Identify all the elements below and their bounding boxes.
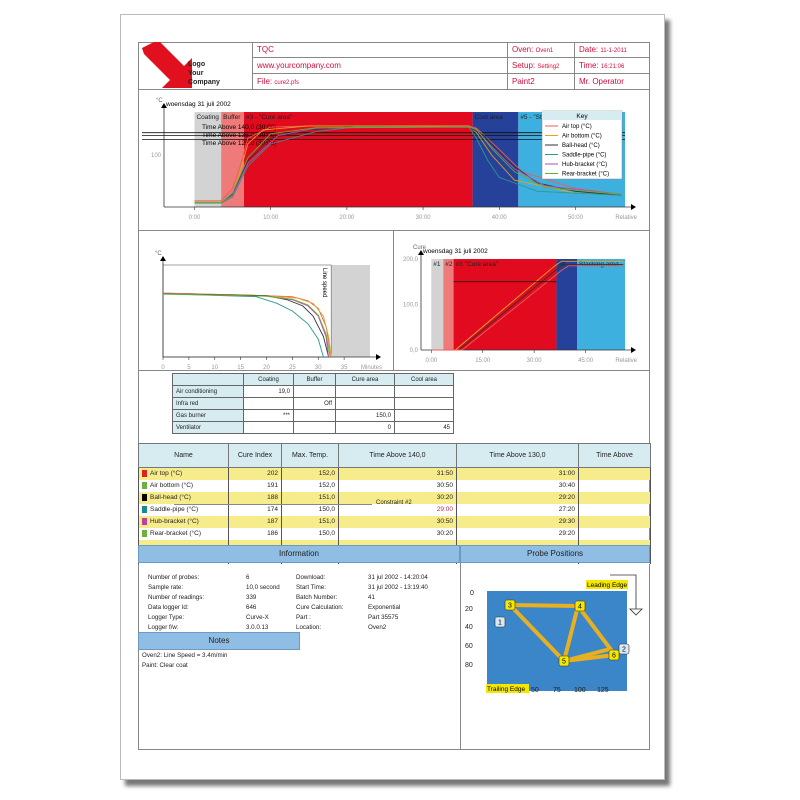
controls-cell: [294, 422, 336, 434]
x-axis-arrow-icon: [631, 204, 636, 210]
x-tick-label: 40:00: [491, 215, 507, 221]
table-cell: 31:50: [339, 468, 457, 480]
info-value: Oven2: [368, 624, 387, 631]
info-label: Sample rate:: [148, 584, 184, 591]
setup-cell: Setup: Setting2: [508, 58, 575, 74]
table-row[interactable]: [139, 468, 651, 480]
controls-cell: Gas burner: [173, 410, 244, 422]
date-cell: Date: 11-1-2011: [575, 42, 650, 58]
probe-name: [139, 492, 229, 504]
table-cell: 174: [229, 504, 282, 516]
zone-band: [556, 259, 577, 350]
zone-label: #4: [558, 261, 566, 268]
leading-edge-label: Leading Edge: [587, 582, 628, 589]
info-value: 3.0.0.13: [246, 624, 269, 631]
info-value: Exponential: [368, 604, 401, 611]
probe-label: 4: [578, 603, 582, 611]
zone-label: Stacking area: [579, 261, 619, 268]
x-axis-label: Relative: [615, 215, 637, 221]
legend-entry: Rear-bracket (°C): [562, 171, 610, 178]
information-left: [148, 573, 288, 635]
info-value: 41: [368, 594, 375, 601]
probe-name: [139, 468, 229, 480]
controls-cell: Cool area: [395, 374, 454, 386]
probe-name-text: Air bottom (°C): [150, 482, 194, 490]
x-tick-label: 20: [263, 365, 270, 370]
table-cell: 30:20: [339, 492, 457, 504]
oven-controls-table: [172, 373, 454, 434]
information-header: Information: [138, 545, 460, 563]
probe-name: [139, 504, 229, 516]
y-axis-label: Cure: [413, 245, 427, 251]
column-header: Time Above: [579, 444, 651, 468]
operator-cell: Mr. Operator: [575, 74, 650, 90]
table-cell: [579, 528, 651, 540]
probe-name: [139, 528, 229, 540]
info-label: Number of probes:: [148, 574, 200, 581]
controls-cell: [395, 386, 454, 398]
table-cell: 188: [229, 492, 282, 504]
y-tick-label: 0,0: [409, 348, 418, 354]
controls-cell: [336, 386, 395, 398]
paint-cell: Paint2: [508, 74, 575, 90]
controls-cell: Air conditioning: [173, 386, 244, 398]
zone-label: #5 - "St: [520, 114, 542, 121]
probe-positions-header: Probe Positions: [460, 545, 650, 563]
chart-legend: [542, 111, 622, 179]
x-tick-label: 20:00: [339, 215, 355, 221]
table-cell: 30:40: [457, 480, 579, 492]
table-cell: 29:30: [457, 516, 579, 528]
legend-entry: Air bottom (°C): [562, 133, 602, 140]
y-tick: 80: [465, 662, 473, 669]
report-title: TQC: [253, 42, 508, 58]
y-tick: 20: [465, 606, 473, 613]
controls-cell: Cure area: [336, 374, 395, 386]
table-cell: 29:20: [457, 492, 579, 504]
column-header: Max. Temp.: [282, 444, 339, 468]
probe-name-text: Air top (°C): [150, 470, 183, 478]
y-tick: 40: [465, 624, 473, 631]
controls-cell: [244, 398, 294, 410]
x-tick-label: 0: [161, 365, 165, 370]
controls-cell: Infra red: [173, 398, 244, 410]
color-swatch: [142, 470, 147, 477]
info-value: 10,0 second: [246, 584, 280, 591]
table-cell: 29:00: [339, 504, 457, 516]
info-label: Location:: [296, 624, 322, 631]
controls-cell: [294, 386, 336, 398]
controls-cell: ***: [244, 410, 294, 422]
controls-cell: 19,0: [244, 386, 294, 398]
controls-cell: [336, 398, 395, 410]
x-axis-label: Minutes: [360, 365, 382, 370]
info-label: Part :: [296, 614, 311, 621]
probe-label: 5: [562, 658, 566, 666]
x-tick-label: 45:00: [578, 358, 594, 364]
file-cell: File: cure2.pfs: [253, 74, 508, 90]
table-cell: 152,0: [282, 468, 339, 480]
company-url[interactable]: www.yourcompany.com: [253, 58, 508, 74]
x-tick: 100: [574, 687, 586, 694]
info-label: Download:: [296, 574, 326, 581]
zone-label: #2: [445, 261, 453, 268]
probe-name-text: Ball-head (°C): [150, 494, 191, 502]
table-cell: 150,0: [282, 528, 339, 540]
x-tick-label: 50:00: [567, 215, 583, 221]
table-cell: 31:00: [457, 468, 579, 480]
table-cell: 187: [229, 516, 282, 528]
table-cell: 27:20: [457, 504, 579, 516]
table-cell: 191: [229, 480, 282, 492]
legend-entry: Ball-head (°C): [562, 143, 600, 149]
table-cell: 30:50: [339, 516, 457, 528]
controls-cell: Ventilator: [173, 422, 244, 434]
zone-label: #3 - "Cure area": [246, 114, 293, 121]
zone-label: Buffer: [223, 114, 241, 121]
probe-label: 3: [508, 602, 512, 610]
notes-header: Notes: [138, 632, 300, 650]
table-row[interactable]: [139, 528, 651, 540]
cure-chart: [393, 230, 650, 370]
column-header: Cure Index: [229, 444, 282, 468]
info-label: Number of readings:: [148, 594, 205, 601]
probe-name: [139, 480, 229, 492]
color-swatch: [142, 482, 147, 489]
idle-region: [331, 265, 370, 357]
series-line: [163, 294, 330, 357]
x-tick-label: 35: [340, 365, 348, 370]
oven-cell: Oven: Oven1: [508, 42, 575, 58]
y-tick: 60: [465, 643, 473, 650]
probe-name: [139, 516, 229, 528]
zone-band: [443, 259, 453, 350]
probe-name-text: Hub-bracket (°C): [150, 518, 199, 526]
x-axis-arrow-icon: [631, 347, 636, 353]
constraint-line: [174, 504, 372, 505]
line-speed-label: Line speed: [321, 268, 328, 298]
controls-cell: Off: [294, 398, 336, 410]
controls-cell: [244, 422, 294, 434]
zone-label: #1: [433, 261, 441, 268]
zone-label: Cool area: [474, 114, 503, 121]
zone-band: [577, 259, 625, 350]
logo-cell: [138, 42, 253, 90]
table-cell: 152,0: [282, 480, 339, 492]
threshold-label: Time Above 140,0 (30:00): [202, 124, 277, 131]
constraint-label: Constraint #2: [376, 500, 412, 506]
x-tick-label: 10:00: [263, 215, 279, 221]
x-tick-label: 30:00: [415, 215, 431, 221]
controls-cell: 45: [395, 422, 454, 434]
x-axis-arrow-icon: [376, 354, 381, 360]
legend-entry: Hub-bracket (°C): [562, 162, 608, 168]
x-tick-label: 30:00: [526, 358, 542, 364]
x-tick-label: 5: [187, 365, 191, 370]
x-tick-label: 25: [289, 365, 296, 370]
info-label: Logger f/w:: [148, 624, 179, 631]
info-value: Curve-X: [246, 614, 269, 621]
y-tick-label: 200,0: [402, 257, 418, 263]
controls-row: [173, 386, 454, 398]
controls-row: [173, 410, 454, 422]
table-cell: 151,0: [282, 492, 339, 504]
legend-entry: Saddle-pipe (°C): [562, 152, 607, 159]
info-label: Logger Type:: [148, 614, 185, 621]
controls-row: [173, 398, 454, 410]
table-cell: [579, 504, 651, 516]
table-cell: 30:20: [339, 528, 457, 540]
color-swatch: [142, 518, 147, 525]
table-row[interactable]: [139, 516, 651, 528]
probe-name-text: Rear-bracket (°C): [150, 530, 201, 538]
x-tick-label: 15: [237, 365, 244, 370]
line-speed-chart: [138, 230, 393, 370]
info-label: Start Time:: [296, 584, 326, 591]
controls-cell: Buffer: [294, 374, 336, 386]
company-logo-text: Logo Your Company: [188, 61, 220, 86]
temperature-profile-chart: [138, 90, 650, 230]
y-tick: 0: [470, 590, 474, 597]
info-value: 339: [246, 594, 257, 601]
x-axis-label: Relative: [615, 358, 637, 364]
y-tick-label: 100,0: [402, 302, 418, 309]
time-cell: Time: 16:21:06: [575, 58, 650, 74]
table-cell: 150,0: [282, 504, 339, 516]
table-cell: [579, 468, 651, 480]
controls-row: [173, 422, 454, 434]
controls-cell: [294, 410, 336, 422]
information-right: [296, 573, 456, 635]
info-value: 646: [246, 604, 257, 611]
speed-frame: [163, 265, 331, 357]
controls-cell: [395, 398, 454, 410]
info-value: 31 jul 2002 - 13:19:40: [368, 584, 428, 591]
column-header: Name: [139, 444, 229, 468]
trailing-edge-label: Trailing Edge: [487, 686, 526, 693]
y-tick-label: 100: [150, 153, 161, 160]
table-cell: 151,0: [282, 516, 339, 528]
x-tick-label: 30: [314, 365, 322, 370]
table-cell: [579, 492, 651, 504]
x-tick-label: 0:00: [188, 215, 201, 221]
series-line: [163, 293, 331, 357]
notes-body: Oven2: Line Speed = 3.4m/min Paint: Clear coat: [142, 652, 228, 669]
threshold-label: Time Above 125,0 (30:00): [202, 140, 277, 147]
table-cell: 30:50: [339, 480, 457, 492]
x-tick: 75: [553, 687, 561, 694]
info-label: Batch Number:: [296, 594, 338, 601]
info-value: 6: [246, 574, 250, 581]
table-cell: [579, 480, 651, 492]
probe-name-text: Saddle-pipe (°C): [150, 506, 199, 514]
probe-label: 6: [612, 652, 616, 660]
y-axis-label: °C: [156, 98, 163, 104]
controls-cell: 150,0: [336, 410, 395, 422]
column-header: Time Above 130,0: [457, 444, 579, 468]
chart-title: woensdag 31 juli 2002: [423, 248, 488, 255]
probe-label: 2: [622, 646, 626, 654]
x-tick-label: 0:00: [425, 358, 438, 364]
table-cell: 202: [229, 468, 282, 480]
info-label: Cure Calculation:: [296, 604, 344, 611]
y-axis-label: °C: [155, 251, 162, 257]
controls-cell: [173, 374, 244, 386]
probe-positions-diagram: [460, 563, 650, 703]
zone-label: #3 "Cure area": [455, 261, 499, 268]
table-cell: [579, 516, 651, 528]
chart-title: woensdag 31 juli 2002: [166, 101, 231, 108]
legend-entry: Air top (°C): [562, 124, 592, 130]
x-tick: 125: [597, 687, 609, 694]
column-header: Time Above 140,0: [339, 444, 457, 468]
threshold-label: Time Above 135,0 (30:00): [202, 132, 277, 139]
info-value: 31 jul 2002 - 14:20:04: [368, 574, 428, 581]
series-line: [163, 293, 331, 357]
table-cell: 186: [229, 528, 282, 540]
legend-title: Key: [576, 113, 588, 120]
x-tick-label: 10: [211, 365, 219, 370]
color-swatch: [142, 506, 147, 513]
x-tick-label: 15:00: [475, 358, 491, 364]
zone-label: Coating: [196, 114, 219, 121]
probe-label: 1: [498, 619, 502, 627]
color-swatch: [142, 530, 147, 537]
x-tick: 50: [531, 687, 539, 694]
zone-band: [431, 259, 443, 350]
info-label: Data logger Id:: [148, 604, 189, 611]
series-line: [163, 294, 323, 357]
controls-row: [173, 374, 454, 386]
info-value: Part 35575: [368, 614, 399, 621]
table-row[interactable]: [139, 480, 651, 492]
table-cell: 29:20: [457, 528, 579, 540]
color-swatch: [142, 494, 147, 501]
controls-cell: [395, 410, 454, 422]
controls-cell: 0: [336, 422, 395, 434]
controls-cell: Coating: [244, 374, 294, 386]
zone-band: [454, 259, 557, 350]
